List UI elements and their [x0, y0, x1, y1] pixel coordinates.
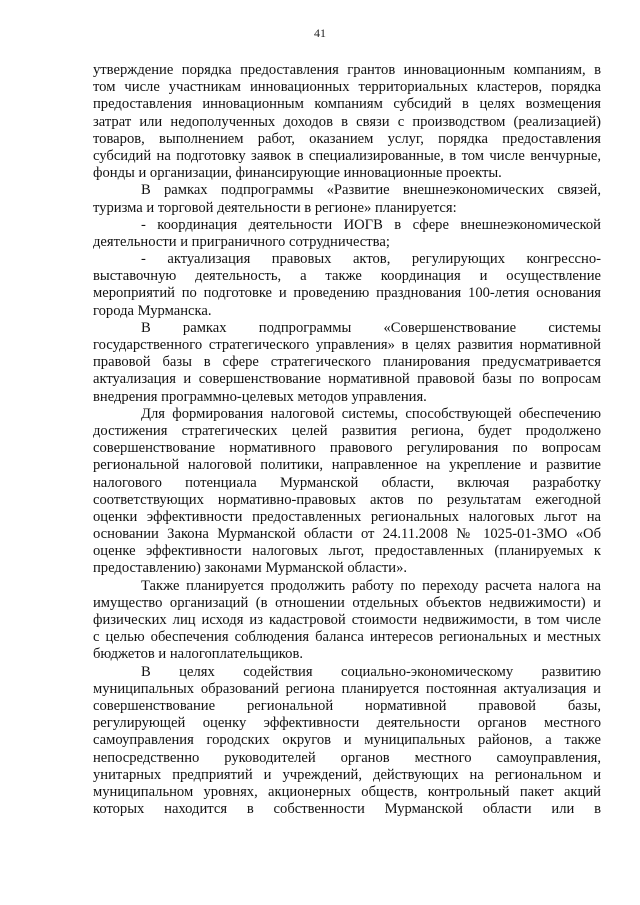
text-line: правовой базы в сфере стратегического планирования предусматривается [93, 354, 601, 371]
text-line: Также планируется продолжить работу по переходу расчета налога на [141, 577, 601, 594]
text-line: предоставления инновационным компаниям субсидий в целях возмещения [93, 96, 601, 113]
text-line: имущество организаций (в отношении отдельных объектов недвижимости) и [93, 594, 601, 611]
text-line: муниципальных образований региона планируется постоянная актуализация и [93, 680, 601, 697]
body-text [93, 62, 601, 818]
text-line: В целях содействия социально-экономическому развитию [141, 663, 601, 680]
text-line: - актуализация правовых актов, регулирующих конгрессно- [141, 251, 601, 268]
text-line: актуализация и совершенствование нормативной правовой базы по вопросам [93, 371, 601, 388]
text-line: - координация деятельности ИОГВ в сфере внешнеэкономической [141, 216, 601, 233]
text-line: соответствующих нормативно-правовых актов по результатам ежегодной [93, 491, 601, 508]
text-line: фонды и организации, финансирующие инновационные проекты. [93, 165, 502, 182]
text-line: В рамках подпрограммы «Развитие внешнеэкономических связей, [141, 182, 601, 199]
text-line: совершенствование нормативного правового регулирования по вопросам [93, 440, 601, 457]
text-line: основании Закона Мурманской области от 24.11.2008 № 1025-01-ЗМО «Об [93, 526, 601, 543]
text-line: физических лиц исходя из кадастровой стоимости недвижимости, в том числе [93, 612, 601, 628]
text-line: выставочную деятельность, а также координация и осуществление [93, 268, 601, 285]
page-number: 41 [314, 26, 326, 40]
text-line: затрат или недополученных доходов в связи с производством (реализацией) [93, 113, 601, 130]
text-line: которых находится в собственности Мурманской области или в [93, 801, 601, 818]
text-line: муниципальном уровнях, акционерных обществ, контрольный пакет акций [93, 783, 601, 800]
text-line: Для формирования налоговой системы, способствующей обеспечению [141, 405, 601, 422]
text-line: достижения стратегических целей развития региона, будет продолжено [93, 422, 601, 439]
text-line: оценке эффективности налоговых льгот, предоставленных (планируемых к [93, 543, 601, 560]
text-line: с целью обеспечения соблюдения баланса интересов региональных и местных [93, 629, 601, 646]
text-line: регулирующей оценку эффективности деятельности органов местного [93, 715, 601, 732]
text-line: деятельности и приграничного сотрудничества; [93, 233, 390, 250]
text-line: непосредственно руководителей органов местного самоуправления, [93, 749, 601, 766]
text-line: города Мурманска. [93, 302, 212, 319]
text-line: бюджетов и налогоплательщиков. [93, 646, 303, 663]
text-line: том числе участникам инновационных территориальных кластеров, порядка [93, 79, 601, 96]
text-line: совершенствование региональной нормативной правовой базы, [93, 697, 601, 714]
text-line: региональной налоговой политики, направленное на укрепление и развитие [93, 457, 601, 474]
text-line: товаров, выполнением работ, оказанием услуг, порядка предоставления [93, 130, 601, 147]
text-line: В рамках подпрограммы «Совершенствование системы [141, 319, 601, 336]
text-line: унитарных предприятий и учреждений, действующих на региональном и [93, 766, 601, 783]
text-line: утверждение порядка предоставления грантов инновационным компаниям, в [93, 62, 601, 78]
text-line: налогового потенциала Мурманской области, включая разработку [93, 474, 601, 491]
text-line: внедрения программно-целевых методов управления. [93, 388, 427, 405]
text-line: субсидий на подготовку заявок в специализированные, в том числе венчурные, [93, 147, 601, 164]
text-line: оценки эффективности предоставленных региональных налоговых льгот на [93, 508, 601, 525]
text-line: самоуправления городских округов и муниципальных районов, а также [93, 732, 601, 749]
text-line: государственного стратегического управления» в целях развития нормативной [93, 337, 601, 353]
text-line: туризма и торговой деятельности в регионе» планируется: [93, 199, 457, 216]
text-line: мероприятий по подготовке и проведению празднования 100-летия основания [93, 285, 601, 302]
text-line: предоставлению) законами Мурманской области». [93, 560, 408, 577]
